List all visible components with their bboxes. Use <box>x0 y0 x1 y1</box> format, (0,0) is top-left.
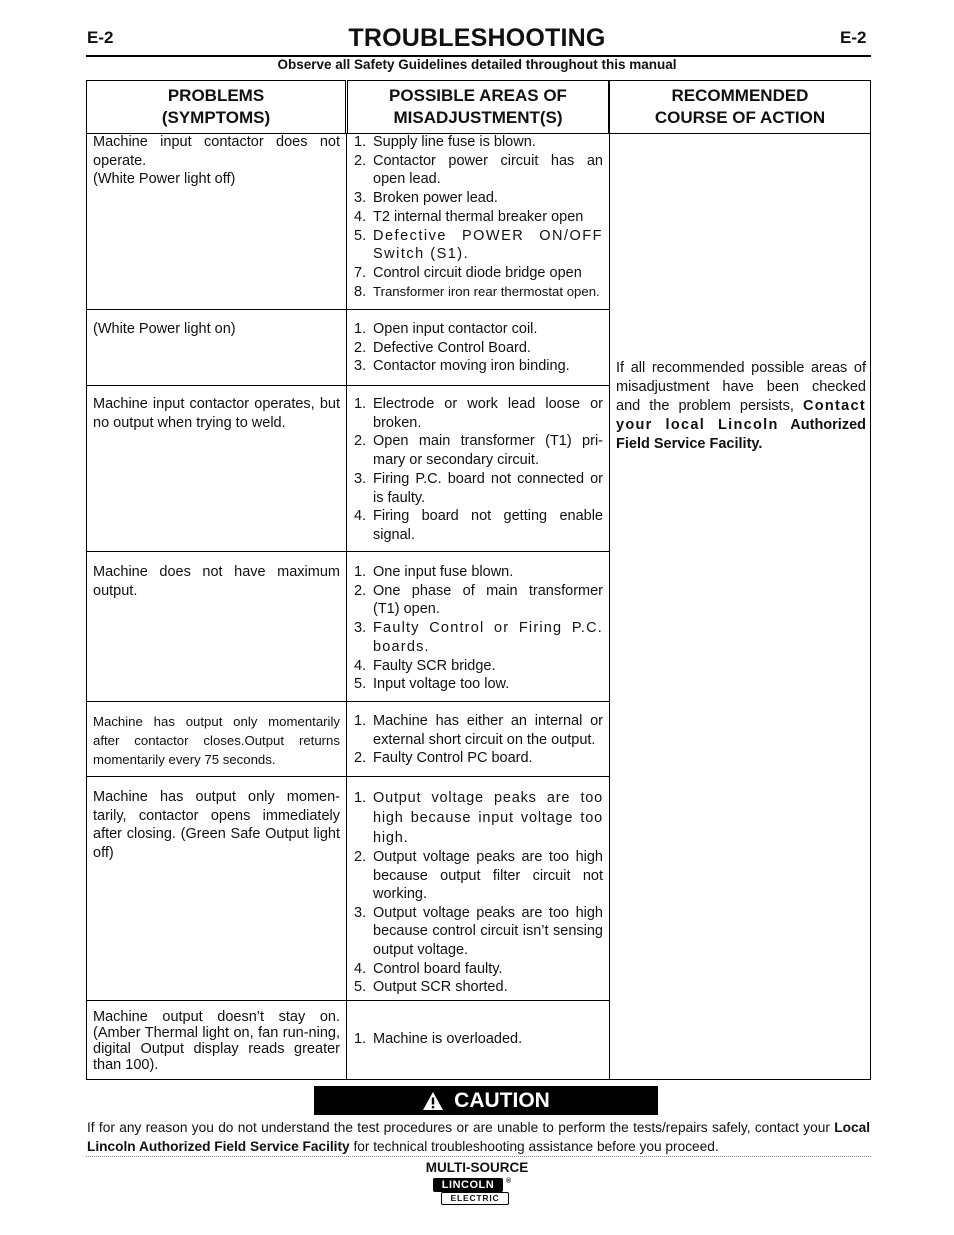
problems-column <box>86 133 347 1080</box>
caution-banner <box>314 1086 658 1115</box>
caution-label: CAUTION <box>454 1088 550 1112</box>
table-row-1-problem: Machine input contactor does not operate. (White Power light off) <box>93 134 340 188</box>
list-item: 2. Faulty Control PC board. <box>354 750 533 767</box>
column-header-misadjustments: POSSIBLE AREAS OF MISADJUSTMENT(S) <box>347 80 609 134</box>
list-item: 3. Faulty Control or Firing P.C. boards. <box>354 620 603 655</box>
table-row-3-causes <box>348 395 603 545</box>
table-row-1-causes <box>348 133 603 301</box>
list-item: 3. Firing P.C. board not connected or is faulty. <box>354 470 603 506</box>
row-divider <box>86 776 609 777</box>
table-row-4-causes <box>348 563 603 694</box>
row-divider <box>86 1000 609 1001</box>
list-item: 2. Defective Control Board. <box>354 339 531 356</box>
list-item: 8. Transformer iron rear thermostat open. <box>354 283 600 300</box>
table-row-5-causes <box>348 712 603 768</box>
list-item: 4. Control board faulty. <box>354 960 503 977</box>
product-name: MULTI-SOURCE <box>425 1160 529 1175</box>
page-number-left: E-2 <box>87 28 114 47</box>
list-item: 1. Machine has either an internal or external short circuit on the output. <box>354 713 603 748</box>
table-row-7-problem: Machine output doesn’t stay on. (Amber Thermal light on, fan run-ning, digital Output display reads greater than 100). <box>93 1009 340 1073</box>
lincoln-electric-logo: LINCOLN ® ELECTRIC <box>433 1178 513 1208</box>
action-column <box>609 133 871 1080</box>
list-item: 1. Electrode or work lead loose or broken. <box>354 396 603 431</box>
list-item: 1. Output voltage peaks are too high because input voltage too high. <box>354 790 603 846</box>
list-item: 2. One phase of main transformer (T1) open. <box>354 582 603 618</box>
list-item: 1. Supply line fuse is blown. <box>354 134 536 150</box>
list-item: 2. Open main transformer (T1) pri-mary or secondary circuit. <box>354 433 603 469</box>
row-divider <box>86 309 609 310</box>
table-row-5-problem: Machine has output only momentarily after contactor closes.Output returns momentarily every 75 seconds. <box>93 714 340 767</box>
list-item: 2. Output voltage peaks are too high because output filter circuit not working. <box>354 849 603 903</box>
footer-divider <box>86 1156 871 1157</box>
list-item: 4. T2 internal thermal breaker open <box>354 208 584 225</box>
table-row-3-problem: Machine input contactor operates, but no output when trying to weld. <box>93 396 340 431</box>
table-row-6-causes <box>348 788 603 997</box>
row-divider <box>86 551 609 552</box>
list-item: 1. Machine is overloaded. <box>354 1031 523 1047</box>
row-divider <box>86 385 609 386</box>
safety-note: Observe all Safety Guidelines detailed throughout this manual <box>277 57 677 72</box>
column-header-problems: PROBLEMS (SYMPTOMS) <box>86 80 346 134</box>
warning-triangle-icon <box>422 1091 444 1111</box>
list-item: 4. Faulty SCR bridge. <box>354 657 496 674</box>
list-item: 1. One input fuse blown. <box>354 564 514 580</box>
caution-text: If for any reason you do not understand the test procedures or are unable to perform the tests/repairs safely, contact your Local Lincoln Authorized Field Service Facility for technical troubleshooting assistance before you proceed. <box>87 1120 870 1154</box>
row-divider <box>86 701 609 702</box>
page-title: TROUBLESHOOTING <box>348 24 606 52</box>
column-header-action: RECOMMENDED COURSE OF ACTION <box>609 80 871 134</box>
list-item: 1. Open input contactor coil. <box>354 321 538 337</box>
page-number-right: E-2 <box>840 28 867 47</box>
recommended-action: If all recommended possible areas of misadjustment have been checked and the problem persists, Contact your local Lincoln Authorized Field Service Facility. <box>616 360 867 452</box>
list-item: 5. Output SCR shorted. <box>354 979 508 996</box>
table-row-6-problem: Machine has output only momen-tarily, contactor opens immediately after closing. (Green Safe Output light off) <box>93 789 340 862</box>
list-item: 7. Control circuit diode bridge open <box>354 264 582 281</box>
table-row-2-causes <box>348 320 603 376</box>
list-item: 2. Contactor power circuit has an open lead. <box>354 152 603 188</box>
list-item: 3. Broken power lead. <box>354 190 498 207</box>
list-item: 3. Output voltage peaks are too high because control circuit isn’t sensing output voltage. <box>354 904 603 958</box>
list-item: 4. Firing board not getting enable signal. <box>354 508 603 543</box>
list-item: 5. Defective POWER ON/OFF Switch (S1). <box>354 227 603 263</box>
list-item: 3. Contactor moving iron binding. <box>354 358 570 375</box>
table-row-7-causes <box>348 1030 603 1049</box>
list-item: 5. Input voltage too low. <box>354 676 510 693</box>
table-row-4-problem: Machine does not have maximum output. <box>93 564 340 599</box>
table-row-2-problem: (White Power light on) <box>93 321 236 337</box>
